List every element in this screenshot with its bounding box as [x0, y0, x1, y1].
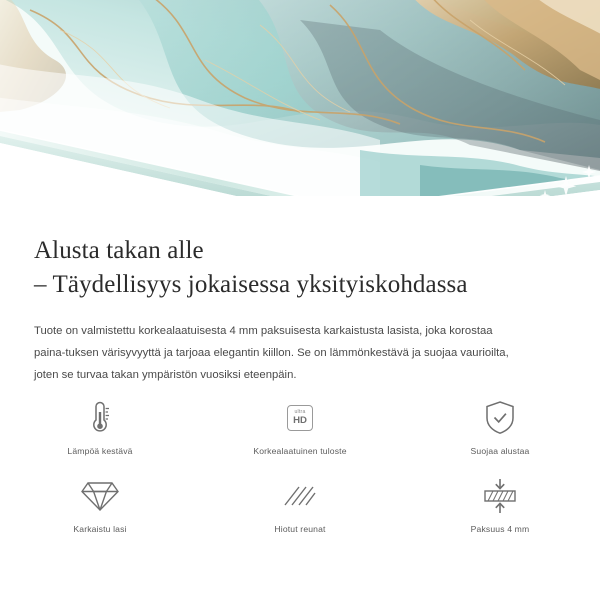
feature-item-polished-edges — [200, 468, 400, 546]
feature-label: Korkealaatuinen tuloste — [253, 446, 347, 456]
feature-item-thickness — [400, 468, 600, 546]
feature-label: Suojaa alustaa — [470, 446, 530, 456]
feature-label: Karkaistu lasi — [73, 524, 127, 534]
feature-label: Lämpöä kestävä — [67, 446, 133, 456]
feature-item-tempered-glass — [0, 468, 200, 546]
page-title — [0, 222, 600, 302]
shield-check-icon — [484, 396, 516, 440]
ultra-hd-badge-icon — [287, 396, 313, 440]
marble-art-glass-panel-photo — [0, 0, 600, 222]
hero-image — [0, 0, 600, 222]
feature-item-print-quality — [200, 390, 400, 468]
thermometer-icon — [85, 396, 115, 440]
headline-line-1: Alusta takan alle — [34, 237, 204, 264]
feature-grid — [0, 390, 600, 546]
feature-item-heat-resistant — [0, 390, 200, 468]
body-paragraph: Tuote on valmistettu korkealaatuisesta 4 mm paksuisesta karkaistusta lasista, joka korostaa paina-tuksen värisyvyyttä ja tarjoaa elegantin kiillon. Se on lämmönkestävä ja suojaa vaurioilta, joten se turvaa takan ympäristön vuosiksi eteenpäin. — [34, 325, 509, 381]
badge-top-text: ultra — [294, 409, 306, 416]
polished-edges-icon — [282, 474, 318, 518]
diamond-icon — [81, 474, 119, 518]
text-content — [0, 222, 600, 386]
feature-label: Paksuus 4 mm — [470, 524, 530, 534]
thickness-arrows-icon — [480, 474, 520, 518]
feature-label: Hiotut reunat — [274, 524, 326, 534]
headline-line-2: – Täydellisyys jokaisessa yksityiskohdassa — [34, 271, 468, 298]
badge-bottom-text: HD — [293, 415, 307, 427]
feature-item-surface-protection — [400, 390, 600, 468]
